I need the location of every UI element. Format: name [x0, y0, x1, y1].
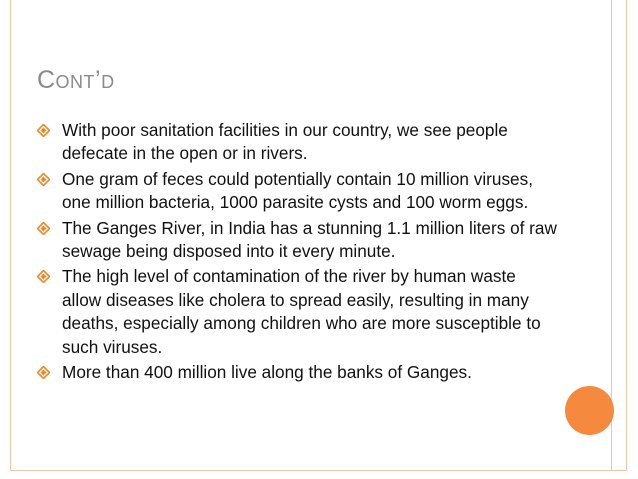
bullet-item	[37, 119, 557, 166]
bullet-text: The Ganges River, in India has a stunning 1.1 million liters of raw sewage being disposed into it every minute.	[62, 217, 557, 262]
bullet-item	[37, 361, 557, 384]
bullet-text: With poor sanitation facilities in our country, we see people defecate in the open or in rivers.	[62, 120, 508, 164]
bullet-list	[37, 119, 557, 386]
bullet-item	[37, 217, 557, 264]
bullet-item	[37, 168, 557, 215]
bullet-text: The high level of contamination of the river by human waste allow diseases like cholera to spread easily, resulting in many deaths, especially among children who are more susceptible to such viruses.	[62, 266, 541, 357]
diamond-bullet-icon	[37, 270, 50, 283]
bullet-text: One gram of feces could potentially contain 10 million viruses, one million bacteria, 1000 parasite cysts and 100 worm eggs.	[62, 168, 533, 213]
bullet-item	[37, 265, 557, 359]
diamond-bullet-icon	[37, 366, 50, 379]
slide-title: Cont’d	[37, 66, 115, 94]
diamond-bullet-icon	[37, 124, 50, 137]
bullet-text: More than 400 million live along the banks of Ganges.	[62, 362, 472, 383]
accent-circle	[565, 386, 614, 435]
diamond-bullet-icon	[37, 222, 50, 235]
diamond-bullet-icon	[37, 173, 50, 186]
